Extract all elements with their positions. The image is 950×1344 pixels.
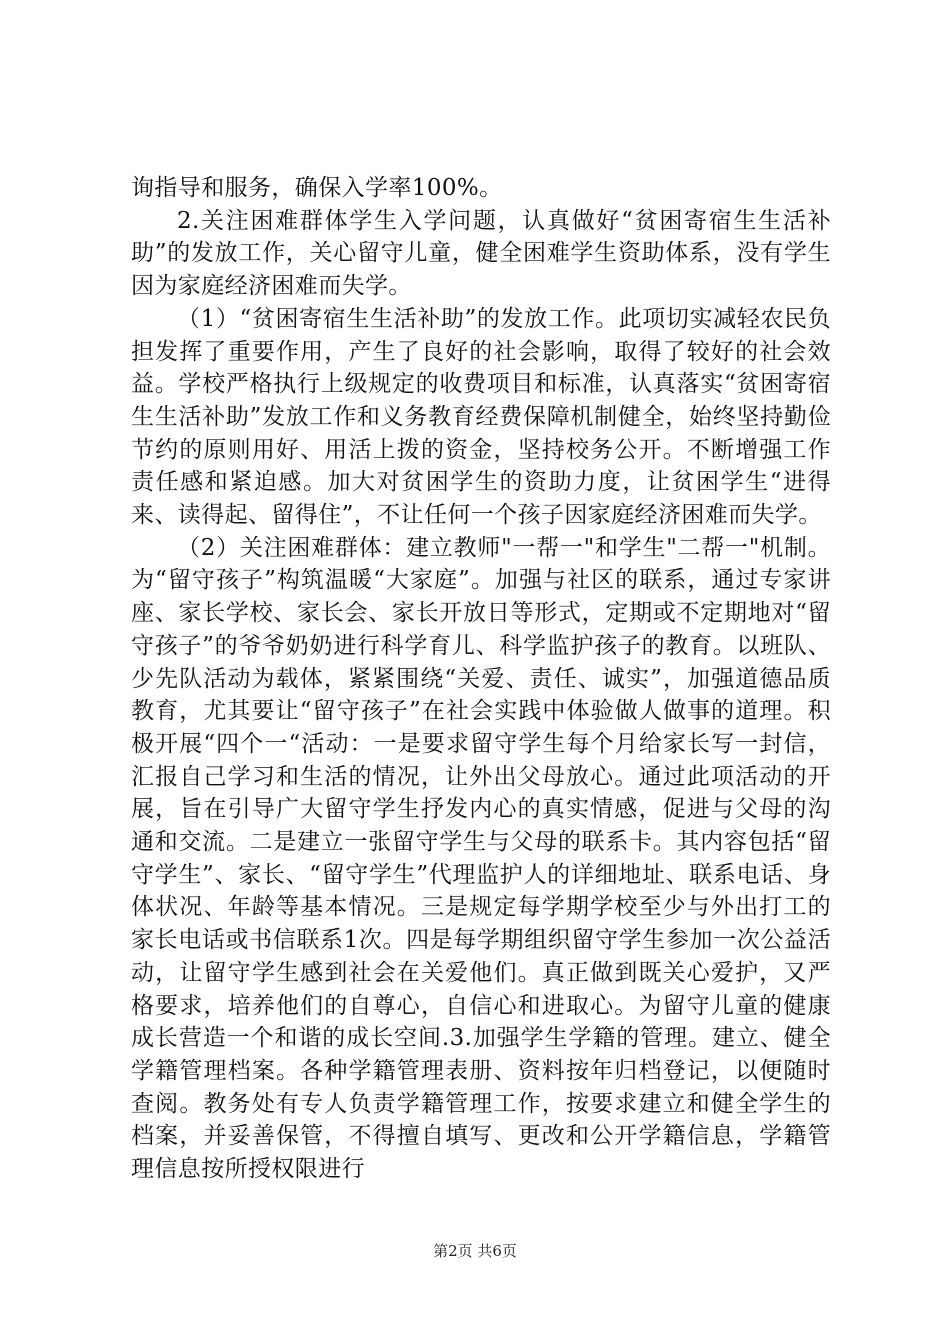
page-footer: 第2页 共6页 <box>433 1242 517 1260</box>
document-body <box>131 172 831 1186</box>
paragraph-subsection-2: （2）关注困难群体：建立教师"一帮一"和学生"二帮一"机制。为“留守孩子”构筑温暖“大家庭”。加强与社区的联系，通过专家讲座、家长学校、家长会、家长开放日等形式，定期或不定期地对“留守孩子”的爷爷奶奶进行科学育儿、科学监护孩子的教育。以班队、少先队活动为载体，紧紧围绕“关爱、责任、诚实”，加强道德品质教育，尤其要让“留守孩子”在社会实践中体验做人做事的道理。积极开展“四个一“活动：一是要求留守学生每个月给家长写一封信，汇报自己学习和生活的情况，让外出父母放心。通过此项活动的开展，旨在引导广大留守学生抒发内心的真实情感，促进与父母的沟通和交流。二是建立一张留守学生与父母的联系卡。其内容包括“留守学生”、家长、“留守学生”代理监护人的详细地址、联系电话、身体状况、年龄等基本情况。三是规定每学期学校至少与外出打工的家长电话或书信联系1次。四是每学期组织留守学生参加一次公益活动，让留守学生感到社会在关爱他们。真正做到既关心爱护，又严格要求，培养他们的自尊心，自信心和进取心。为留守儿童的健康成长营造一个和谐的成长空间.3.加强学生学籍的管理。建立、健全学籍管理档案。各种学籍管理表册、资料按年归档登记，以便随时查阅。教务处有专人负责学籍管理工作，按要求建立和健全学生的档案，并妥善保管，不得擅自填写、更改和公开学籍信息，学籍管理信息按所授权限进行 <box>131 534 831 1183</box>
paragraph-subsection-1: （1）“贫困寄宿生生活补助”的发放工作。此项切实减轻农民负担发挥了重要作用，产生了良好的社会影响，取得了较好的社会效益。学校严格执行上级规定的收费项目和标准，认真落实“贫困寄宿生生活补助”发放工作和义务教育经费保障机制健全，始终坚持勤俭节约的原则用好、用活上拨的资金，坚持校务公开。不断增强工作责任感和紧迫感。加大对贫困学生的资助力度，让贫困学生“进得来、读得起、留得住”，不让任何一个孩子因家庭经济困难而失学。 <box>131 305 831 529</box>
paragraph-continuation: 询指导和服务，确保入学率100%。 <box>131 175 503 201</box>
paragraph-section-2: 2.关注困难群体学生入学问题，认真做好“贫困寄宿生生活补助”的发放工作，关心留守儿童，健全困难学生资助体系，没有学生因为家庭经济困难而失学。 <box>131 207 831 300</box>
